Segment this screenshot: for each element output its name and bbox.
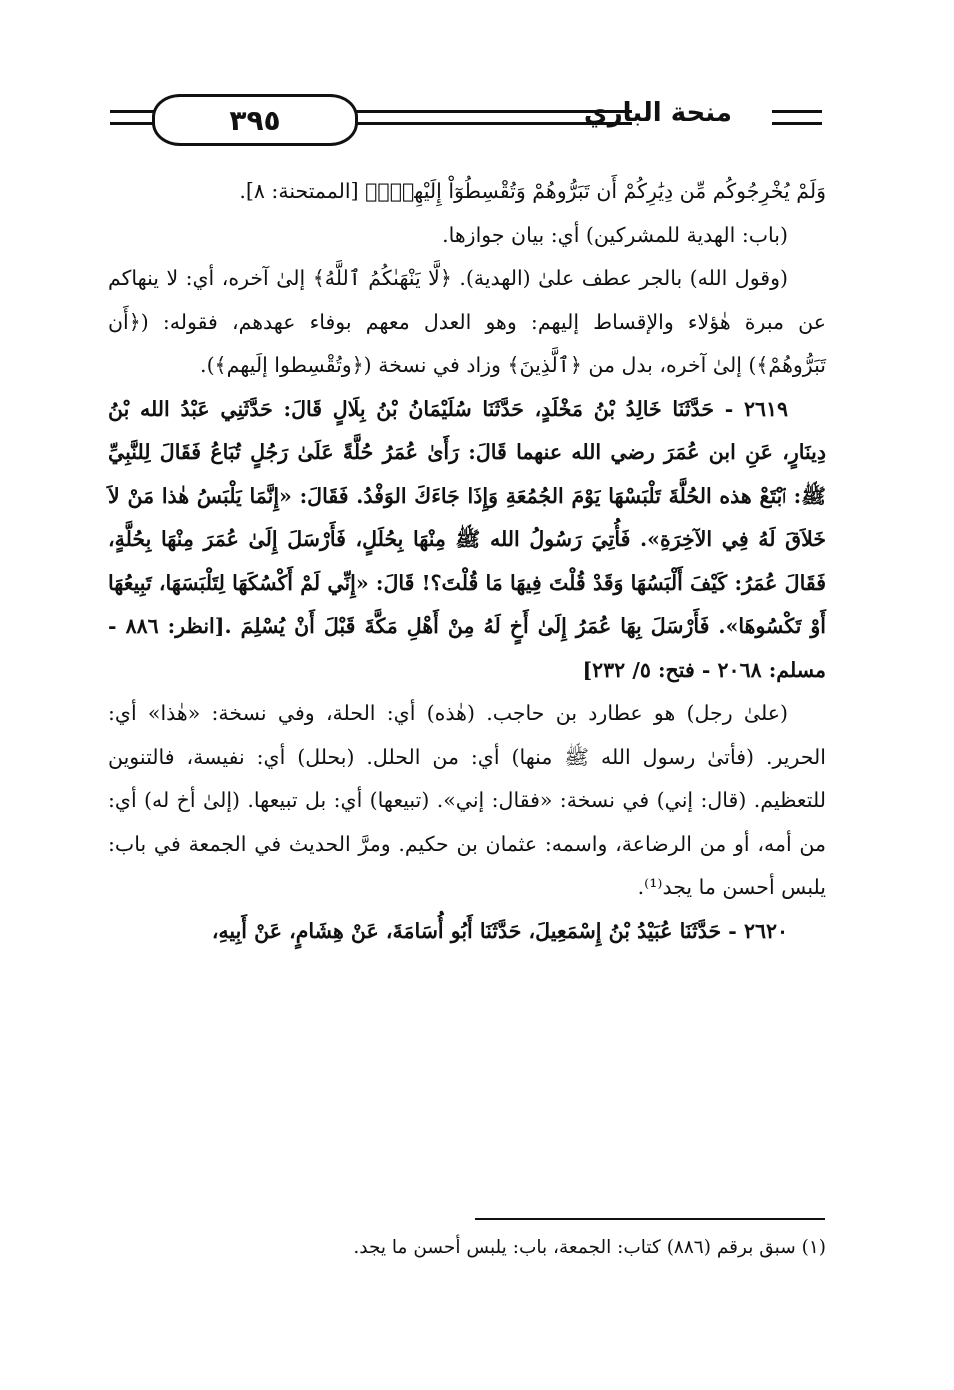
page-number: ٣٩٥ [152, 94, 358, 146]
paragraph-hadith-2619: ٢٦١٩ - حَدَّثَنَا خَالِدُ بْنُ مَخْلَدٍ، حَدَّثَنَا سُلَيْمَانُ بْنُ بِلَالٍ قَالَ: حَدَّثَنِي عَبْدُ الله بْنُ دِينَارٍ، عَنِ ابن عُمَرَ رضي الله عنهما قَالَ: رَأَىٰ عُمَرُ حُلَّةً عَلَىٰ رَجُلٍ تُبَاعُ فَقَالَ لِلنَّبِيِّ ﷺ: ٱبْتَعْ هذه الحُلَّةَ تَلْبَسْهَا يَوْمَ الجُمُعَةِ وَإِذَا جَاءَكَ الوَفْدُ. فَقَالَ: «إِنَّمَا يَلْبَسُ هٰذا مَنْ لاَ خَلاَقَ لَهُ فِي الآخِرَةِ». فَأُتِيَ رَسُولُ الله ﷺ مِنْهَا بِحُلَلٍ، فَأَرْسَلَ إِلَىٰ عُمَرَ مِنْهَا بِحُلَّةٍ، فَقَالَ عُمَرُ: كَيْفَ أَلْبَسُهَا وَقَدْ قُلْتَ فِيهَا مَا قُلْتَ؟! قَالَ: «إِنِّي لَمْ أَكْسُكَهَا لِتَلْبَسَهَا، تَبِيعُهَا أَوْ تَكْسُوهَا». فَأَرْسَلَ بِهَا عُمَرُ إِلَىٰ أَخٍ لَهُ مِنْ أَهْلِ مَكَّةَ قَبْلَ أَنْ يُسْلِمَ .[انظر: ٨٨٦ - مسلم: ٢٠٦٨ - فتح: ٥/ ٢٣٢] [108, 396, 826, 682]
paragraph-commentary: (علىٰ رجل) هو عطارد بن حاجب. (هٰذه) أي: الحلة، وفي نسخة: «هٰذا» أي: الحرير. (فأتىٰ رسول الله ﷺ منها) أي: من الحلل. (بحلل) أي: نفيسة، فالتنوين للتعظيم. (قال: إني) في نسخة: «فقال: إني». (تبيعها) أي: بل تبيعها. (إلىٰ أخ له) أي: من أمه، أو من الرضاعة، واسمه: عثمان بن حكيم. ومرَّ الحديث في الجمعة في باب: يلبس أحسن ما يجد⁽¹⁾. [108, 701, 826, 899]
header-rule-right-top [772, 110, 822, 113]
paragraph-commentary: (وقول الله) بالجر عطف علىٰ (الهدية). ﴿لَّا يَنْهَىٰكُمُ ٱللَّهُ﴾ إلىٰ آخره، أي: لا ينهاكم عن مبرة هٰؤلاء والإقساط إليهم: وهو العدل معهم بوفاء عهدهم، فقوله: (﴿أَن تَبَرُّوهُمْ﴾) إلىٰ آخره، بدل من ﴿ٱلَّذِينَ﴾ وزاد في نسخة (﴿وتُقْسِطوا إلَيهم﴾). [108, 266, 826, 377]
paragraph-verse-end: وَلَمْ يُخْرِجُوكُم مِّن دِيَٰرِكُمْ أَن تَبَرُّوهُمْ وَتُقْسِطُوٓاْ إِلَيْهِمْۚ﴾ [الممتحنة: ٨]. [239, 179, 826, 203]
main-text [108, 170, 826, 953]
paragraph-hadith-2620: ٢٦٢٠ - حَدَّثَنَا عُبَيْدُ بْنُ إِسْمَعِيلَ، حَدَّثَنَا أَبُو أُسَامَةَ، عَنْ هِشَامٍ، عَنْ أَبِيهِ، [211, 918, 788, 943]
page-header [110, 92, 822, 152]
header-rule-right-bottom [772, 122, 822, 125]
book-title: منحة الباري [583, 98, 732, 128]
footnote-separator [475, 1218, 825, 1220]
paragraph-chapter-title: (باب: الهدية للمشركين) أي: بيان جوازها. [442, 222, 788, 247]
footnote: (١) سبق برقم (٨٨٦) كتاب: الجمعة، باب: يلبس أحسن ما يجد. [353, 1237, 826, 1258]
